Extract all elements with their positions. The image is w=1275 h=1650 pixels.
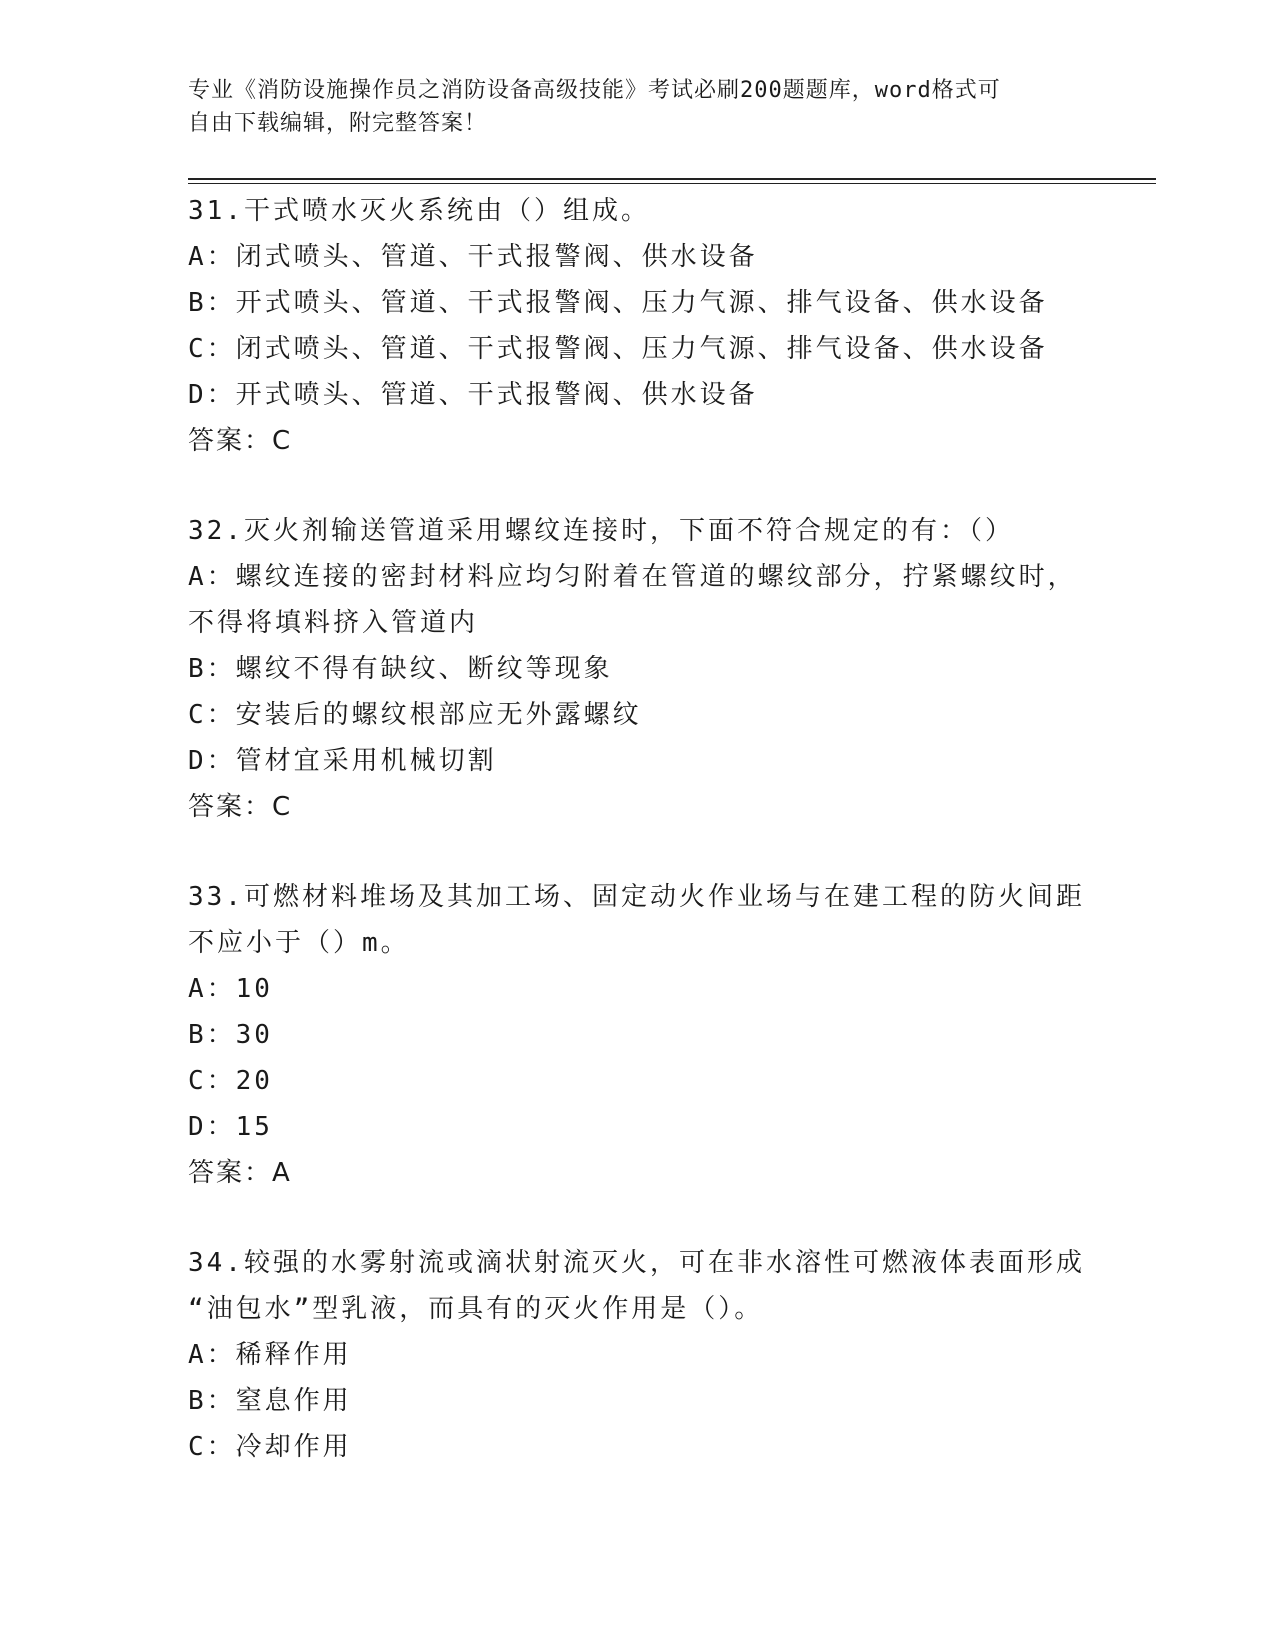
header-divider-thick [188,178,1156,180]
question-34 [188,1240,1085,1470]
option-b: B：窒息作用 [188,1386,352,1416]
option-a-continued: 不得将填料挤入管道内 [188,608,479,638]
option-a: A：闭式喷头、管道、干式报警阀、供水设备 [188,242,758,272]
option-b: B：30 [188,1020,273,1050]
option-a: A：螺纹连接的密封材料应均匀附着在管道的螺纹部分，拧紧螺纹时， [188,562,1077,592]
option-c: C：闭式喷头、管道、干式报警阀、压力气源、排气设备、供水设备 [188,334,1048,364]
option-a: A：稀释作用 [188,1340,352,1370]
question-stem: 31.干式喷水灭火系统由（）组成。 [188,196,650,226]
answer-label: 答案：A [188,1158,292,1188]
answer-label: 答案：C [188,426,293,456]
question-32 [188,508,1078,830]
option-d: D：管材宜采用机械切割 [188,746,497,776]
option-d: D：开式喷头、管道、干式报警阀、供水设备 [188,380,758,410]
option-a: A：10 [188,974,273,1004]
option-d: D：15 [188,1112,273,1142]
header-line-1: 专业《消防设施操作员之消防设备高级技能》考试必刷200题题库，word格式可 [188,78,1001,103]
question-stem-continued: 不应小于（）m。 [188,928,410,958]
question-stem: 34.较强的水雾射流或滴状射流灭火，可在非水溶性可燃液体表面形成 [188,1248,1085,1278]
question-stem: 32.灭火剂输送管道采用螺纹连接时，下面不符合规定的有：（） [188,516,1014,546]
option-c: C：安装后的螺纹根部应无外露螺纹 [188,700,642,730]
answer-label: 答案：C [188,792,293,822]
question-33 [188,874,1085,1196]
header-line-2: 自由下载编辑，附完整答案！ [188,111,488,136]
option-c: C：冷却作用 [188,1432,352,1462]
option-b: B：开式喷头、管道、干式报警阀、压力气源、排气设备、供水设备 [188,288,1048,318]
question-31 [188,188,1078,464]
question-stem: 33.可燃材料堆场及其加工场、固定动火作业场与在建工程的防火间距 [188,882,1085,912]
header-divider-thin [188,183,1156,184]
option-c: C：20 [188,1066,273,1096]
document-header [188,74,1068,140]
option-b: B：螺纹不得有缺纹、断纹等现象 [188,654,613,684]
question-stem-continued: “油包水”型乳液，而具有的灭火作用是（）。 [188,1294,764,1324]
